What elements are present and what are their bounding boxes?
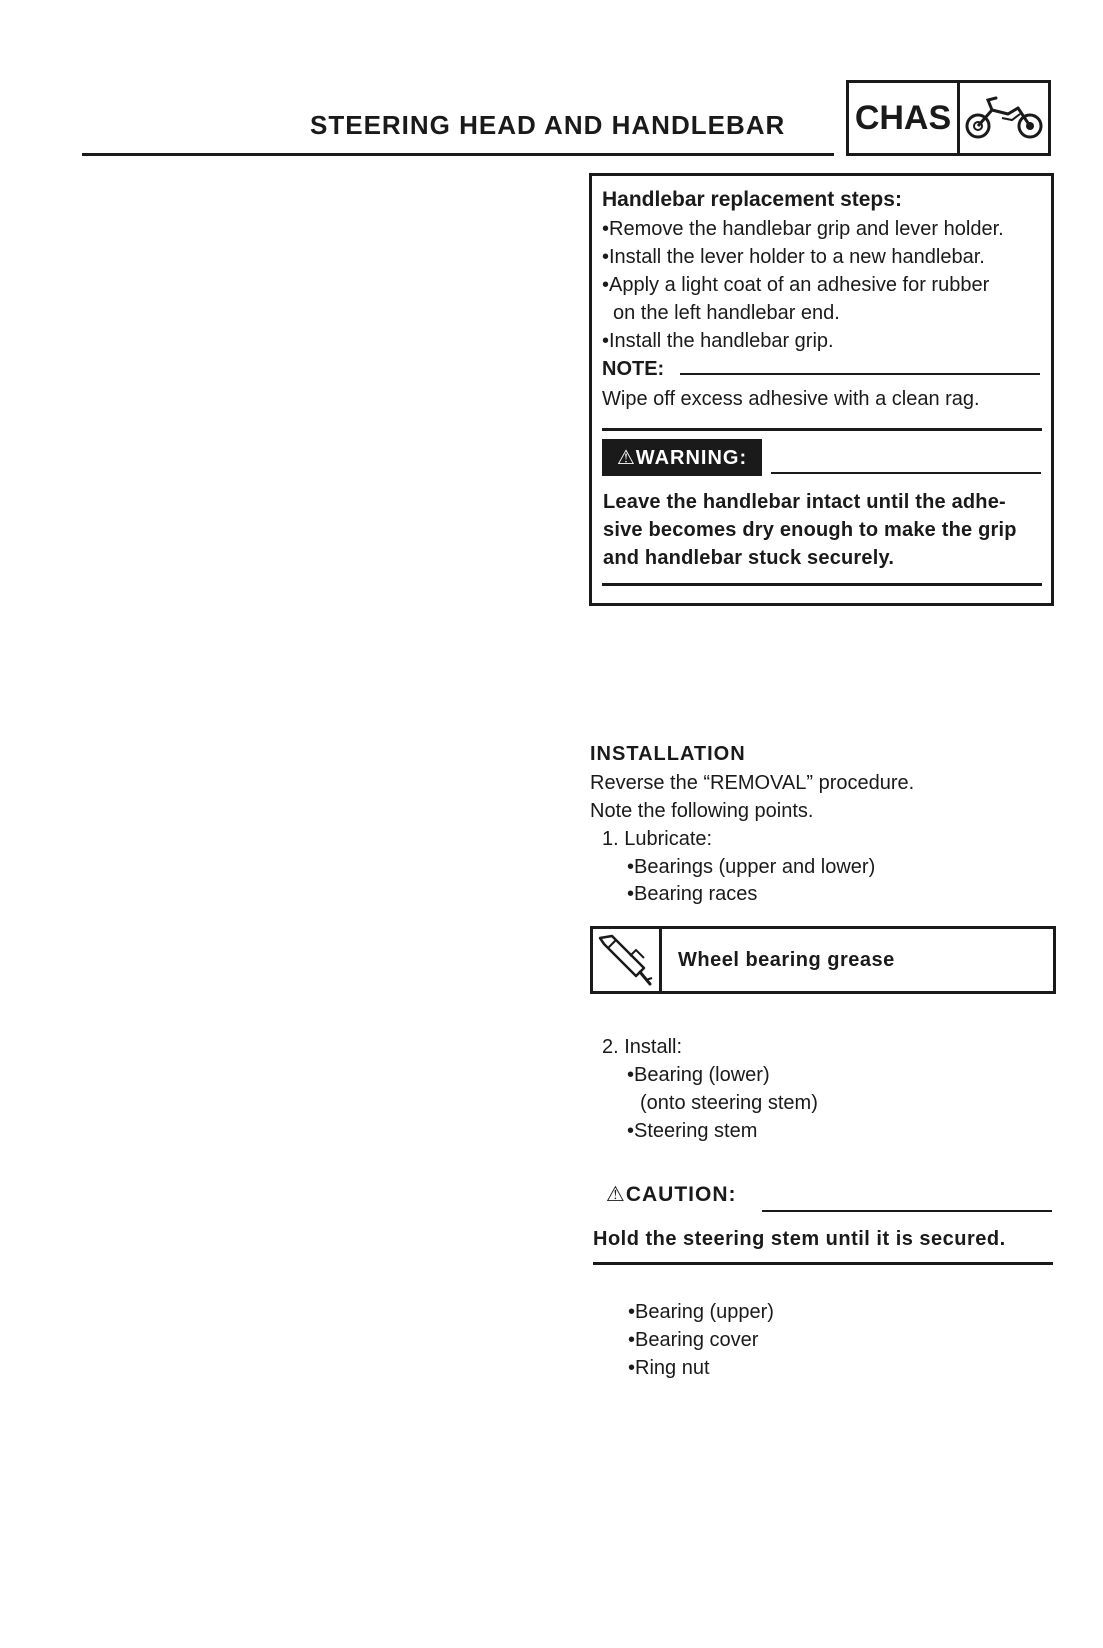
- note-rule: [680, 373, 1040, 375]
- warning-text: Leave the handlebar intact until the adhe-: [603, 491, 1006, 513]
- install-item: •Bearing cover: [628, 1329, 759, 1351]
- step-item: •Install the lever holder to a new handlebar.: [602, 246, 985, 268]
- grease-spec-box: [590, 926, 1056, 994]
- note-label: NOTE:: [602, 358, 665, 380]
- grease-gun-icon: [593, 929, 662, 991]
- caution-rule: [762, 1210, 1052, 1212]
- installation-intro: Reverse the “REMOVAL” procedure.: [590, 772, 915, 794]
- warning-rule: [771, 472, 1041, 474]
- step-item: •Install the handlebar grip.: [602, 330, 834, 352]
- note-end-rule: [602, 428, 1042, 431]
- grease-label: Wheel bearing grease: [678, 948, 895, 971]
- caution-label: ⚠CAUTION:: [606, 1183, 737, 1206]
- step-item: •Apply a light coat of an adhesive for rubber: [602, 274, 990, 296]
- section-code: CHAS: [849, 83, 960, 153]
- motorcycle-icon: [960, 83, 1048, 153]
- caution-end-rule: [593, 1262, 1053, 1265]
- installation-intro: Note the following points.: [590, 800, 814, 822]
- install-item: •Steering stem: [627, 1120, 758, 1142]
- warning-text: and handlebar stuck securely.: [603, 547, 895, 569]
- lubricate-item: •Bearings (upper and lower): [627, 856, 876, 878]
- page-title: STEERING HEAD AND HANDLEBAR: [310, 110, 786, 140]
- warning-end-rule: [602, 583, 1042, 586]
- caution-text: Hold the steering stem until it is secured.: [593, 1228, 1006, 1250]
- install-item: •Ring nut: [628, 1357, 710, 1379]
- steps-heading: Handlebar replacement steps:: [602, 188, 902, 211]
- step-item: •Remove the handlebar grip and lever holder.: [602, 218, 1004, 240]
- title-underline: [82, 153, 834, 156]
- warning-badge: ⚠WARNING:: [602, 439, 762, 476]
- section-badge: [846, 80, 1051, 156]
- note-text: Wipe off excess adhesive with a clean rag.: [602, 388, 980, 410]
- step-item-continuation: on the left handlebar end.: [613, 302, 840, 324]
- step-1-label: 1. Lubricate:: [602, 828, 713, 850]
- install-item: •Bearing (lower): [627, 1064, 770, 1086]
- lubricate-item: •Bearing races: [627, 883, 758, 905]
- install-item-continuation: (onto steering stem): [640, 1092, 818, 1114]
- install-item: •Bearing (upper): [628, 1301, 774, 1323]
- warning-text: sive becomes dry enough to make the grip: [603, 519, 1017, 541]
- installation-heading: INSTALLATION: [590, 743, 746, 765]
- step-2-label: 2. Install:: [602, 1036, 683, 1058]
